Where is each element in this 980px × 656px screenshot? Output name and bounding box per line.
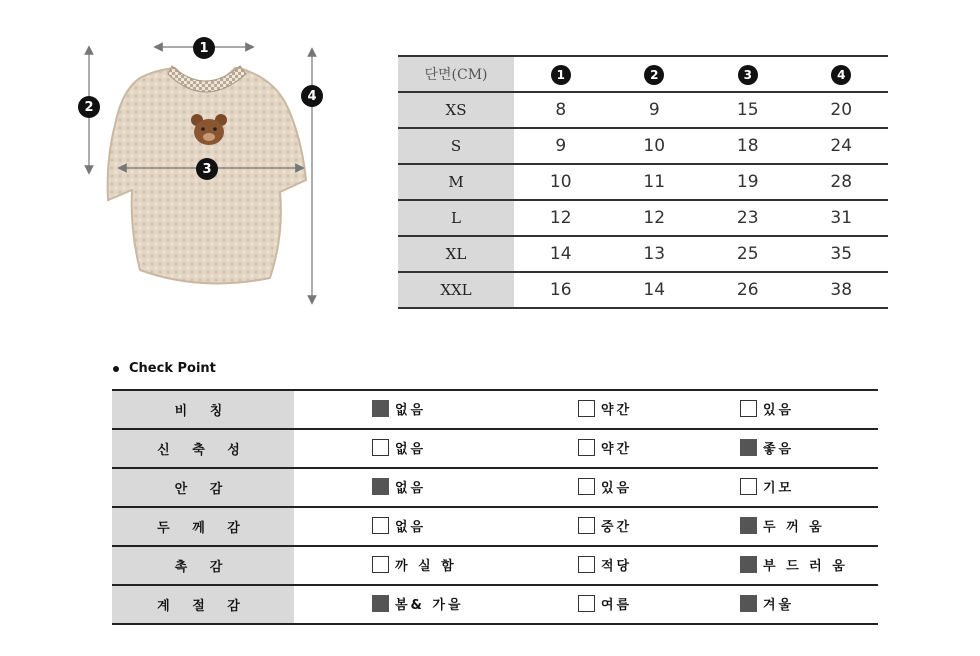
size-label: XXL	[398, 272, 514, 308]
checkbox	[372, 400, 389, 417]
size-label: S	[398, 128, 514, 164]
cell: 38	[795, 272, 889, 308]
checkbox	[578, 439, 595, 456]
table-row	[398, 236, 888, 272]
cell: 20	[795, 92, 889, 128]
cell: 10	[608, 128, 702, 164]
checkbox	[578, 400, 595, 417]
option: 봄& 가을	[372, 594, 464, 613]
attribute-label: 두 께 감	[112, 507, 294, 546]
attribute-label: 촉 감	[112, 546, 294, 585]
checkbox	[578, 595, 595, 612]
size-table-header	[398, 56, 888, 92]
cell: 9	[514, 128, 608, 164]
size-label: XS	[398, 92, 514, 128]
table-row	[112, 390, 878, 429]
size-label: XL	[398, 236, 514, 272]
measure-badge-1: 1	[193, 37, 215, 59]
cell: 13	[608, 236, 702, 272]
col-header-4: 4	[795, 56, 889, 92]
cell: 31	[795, 200, 889, 236]
cell: 12	[514, 200, 608, 236]
attribute-label: 계 절 감	[112, 585, 294, 624]
table-row	[112, 468, 878, 507]
cell: 23	[701, 200, 795, 236]
garment-illustration	[70, 30, 340, 310]
cell: 10	[514, 164, 608, 200]
checkbox	[372, 595, 389, 612]
table-row	[398, 272, 888, 308]
table-row	[112, 429, 878, 468]
option: 겨울	[740, 594, 794, 613]
table-row	[398, 92, 888, 128]
checkbox	[740, 556, 757, 573]
checkbox	[578, 517, 595, 534]
cell: 15	[701, 92, 795, 128]
table-row	[112, 585, 878, 624]
cell: 24	[795, 128, 889, 164]
measure-badge-4: 4	[301, 85, 323, 107]
cell: 28	[795, 164, 889, 200]
option: 약간	[578, 438, 632, 457]
cell: 35	[795, 236, 889, 272]
col-header-3: 3	[701, 56, 795, 92]
option: 두 꺼 움	[740, 516, 825, 535]
checkbox	[740, 439, 757, 456]
cell: 12	[608, 200, 702, 236]
col-header-1: 1	[514, 56, 608, 92]
table-row	[398, 164, 888, 200]
cell: 8	[514, 92, 608, 128]
option: 적당	[578, 555, 632, 574]
size-table	[398, 55, 888, 309]
measure-badge-3: 3	[196, 158, 218, 180]
cell: 16	[514, 272, 608, 308]
cell: 19	[701, 164, 795, 200]
option: 있음	[740, 399, 794, 418]
checkbox	[372, 517, 389, 534]
option: 없음	[372, 516, 426, 535]
option: 까 실 함	[372, 555, 457, 574]
cell: 11	[608, 164, 702, 200]
table-row	[398, 200, 888, 236]
option: 기모	[740, 477, 794, 496]
size-label: L	[398, 200, 514, 236]
attribute-label: 안 감	[112, 468, 294, 507]
checkbox	[372, 556, 389, 573]
cell: 18	[701, 128, 795, 164]
attribute-label: 비 칭	[112, 390, 294, 429]
table-row	[112, 546, 878, 585]
option: 약간	[578, 399, 632, 418]
option: 여름	[578, 594, 632, 613]
option: 있음	[578, 477, 632, 496]
option: 중간	[578, 516, 632, 535]
checkbox	[740, 400, 757, 417]
option: 없음	[372, 477, 426, 496]
cell: 26	[701, 272, 795, 308]
measure-badge-2: 2	[78, 96, 100, 118]
checkbox	[740, 478, 757, 495]
attribute-label: 신 축 성	[112, 429, 294, 468]
cell: 9	[608, 92, 702, 128]
header-label: 단면(CM)	[398, 56, 514, 92]
checkbox	[372, 439, 389, 456]
option: 좋음	[740, 438, 794, 457]
option: 없음	[372, 399, 426, 418]
col-header-2: 2	[608, 56, 702, 92]
checkbox	[372, 478, 389, 495]
table-row	[398, 128, 888, 164]
checkbox	[578, 478, 595, 495]
table-row	[112, 507, 878, 546]
check-point-title: Check Point	[113, 361, 216, 376]
check-point-table	[112, 389, 878, 625]
checkbox	[740, 595, 757, 612]
cell: 14	[514, 236, 608, 272]
option: 없음	[372, 438, 426, 457]
option: 부 드 러 움	[740, 555, 848, 574]
checkbox	[578, 556, 595, 573]
size-label: M	[398, 164, 514, 200]
bullet-icon	[113, 366, 119, 372]
cell: 25	[701, 236, 795, 272]
cell: 14	[608, 272, 702, 308]
checkbox	[740, 517, 757, 534]
